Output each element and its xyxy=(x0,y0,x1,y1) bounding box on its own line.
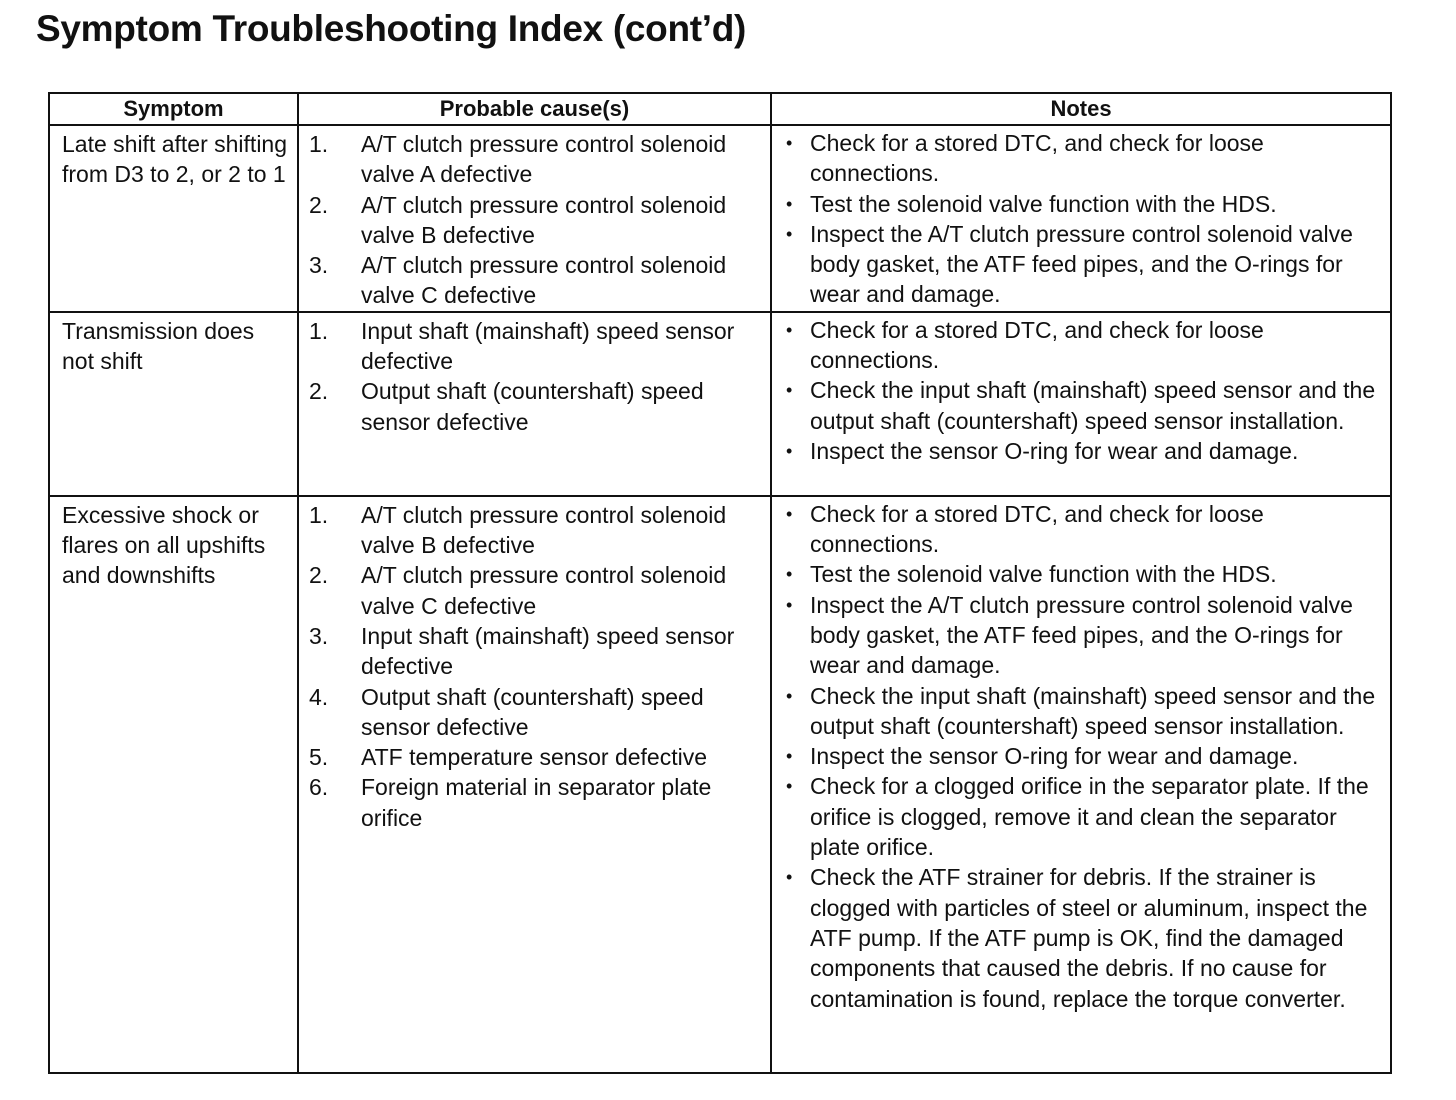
causes-list xyxy=(309,316,762,437)
cause-number: 6. xyxy=(309,774,329,801)
cause-number: 2. xyxy=(309,562,329,589)
note-item xyxy=(786,741,1384,771)
bullet-icon: • xyxy=(786,594,793,615)
bullet-icon: • xyxy=(786,380,793,401)
bullet-icon: • xyxy=(786,319,793,340)
bullet-icon: • xyxy=(786,440,793,461)
bullet-icon: • xyxy=(786,776,793,797)
note-text: Test the solenoid valve function with the HDS. xyxy=(810,190,1277,217)
notes-list xyxy=(786,315,1384,466)
note-text: Inspect the sensor O-ring for wear and damage. xyxy=(810,743,1299,770)
causes-cell xyxy=(298,125,771,312)
cause-number: 1. xyxy=(309,131,329,157)
cause-text: A/T clutch pressure control solenoid valve B defective xyxy=(361,501,727,559)
cause-item xyxy=(309,250,762,311)
cause-item xyxy=(309,621,762,682)
causes-list xyxy=(309,500,762,833)
symptom-cell: Excessive shock or flares on all upshifts and downshifts xyxy=(49,496,298,1073)
cause-item xyxy=(309,772,762,833)
cause-text: A/T clutch pressure control solenoid valve C defective xyxy=(361,562,727,619)
notes-list xyxy=(786,128,1384,310)
cause-item xyxy=(309,376,762,437)
note-item xyxy=(786,315,1384,376)
bullet-icon: • xyxy=(786,223,793,244)
note-text: Inspect the A/T clutch pressure control solenoid valve body gasket, the ATF feed pipes, and the O-rings for wear and damage. xyxy=(810,591,1353,679)
symptom-cell: Late shift after shifting from D3 to 2, or 2 to 1 xyxy=(49,125,298,312)
note-item xyxy=(786,559,1384,589)
note-text: Inspect the sensor O-ring for wear and damage. xyxy=(810,437,1299,464)
table-row xyxy=(49,125,1391,312)
note-text: Check for a stored DTC, and check for loose connections. xyxy=(810,316,1264,374)
cause-number: 1. xyxy=(309,501,329,528)
table-header-row xyxy=(49,93,1391,125)
bullet-icon: • xyxy=(786,503,793,524)
bullet-icon: • xyxy=(786,564,793,585)
bullet-icon: • xyxy=(786,685,793,706)
note-item xyxy=(786,436,1384,466)
causes-cell xyxy=(298,496,771,1073)
note-item xyxy=(786,375,1384,436)
note-text: Check for a stored DTC, and check for loose connections. xyxy=(810,130,1264,187)
symptom-cell: Transmission does not shift xyxy=(49,312,298,496)
cause-item xyxy=(309,682,762,743)
cause-text: Output shaft (countershaft) speed sensor defective xyxy=(361,378,704,435)
notes-cell xyxy=(771,496,1391,1073)
cause-text: Output shaft (countershaft) speed sensor defective xyxy=(361,683,704,740)
bullet-icon: • xyxy=(786,746,793,767)
note-item xyxy=(786,862,1384,1013)
bullet-icon: • xyxy=(786,193,793,214)
cause-item xyxy=(309,316,762,377)
cause-number: 3. xyxy=(309,622,329,649)
table-row xyxy=(49,496,1391,1073)
note-text: Check for a clogged orifice in the separator plate. If the orifice is clogged, remove it and clean the separator plate orifice. xyxy=(810,773,1369,861)
cause-text: A/T clutch pressure control solenoid valve A defective xyxy=(361,131,727,188)
causes-cell xyxy=(298,312,771,496)
bullet-icon: • xyxy=(786,133,793,153)
cause-text: ATF temperature sensor defective xyxy=(361,744,707,771)
cause-number: 5. xyxy=(309,744,329,771)
cause-number: 1. xyxy=(309,317,329,344)
notes-cell xyxy=(771,125,1391,312)
note-text: Check the input shaft (mainshaft) speed sensor and the output shaft (countershaft) speed sensor installation. xyxy=(810,377,1376,434)
note-item xyxy=(786,189,1384,219)
bullet-icon: • xyxy=(786,867,793,888)
cause-text: Input shaft (mainshaft) speed sensor defective xyxy=(361,317,735,375)
cause-item xyxy=(309,129,762,190)
note-item xyxy=(786,771,1384,862)
cause-item xyxy=(309,190,762,251)
column-header-symptom: Symptom xyxy=(49,93,298,125)
cause-item xyxy=(309,742,762,772)
note-text: Check the ATF strainer for debris. If the strainer is clogged with particles of steel or aluminum, inspect the ATF pump. If the ATF pump is OK, find the damaged components that caused the debris. If no cause for contamination is found, replace the torque converter. xyxy=(810,864,1368,1012)
column-header-notes: Notes xyxy=(771,93,1391,125)
cause-number: 3. xyxy=(309,252,329,279)
note-item xyxy=(786,590,1384,681)
note-text: Check the input shaft (mainshaft) speed sensor and the output shaft (countershaft) speed sensor installation. xyxy=(810,682,1376,739)
page-title: Symptom Troubleshooting Index (cont’d) xyxy=(36,8,747,49)
table-row xyxy=(49,312,1391,496)
cause-text: A/T clutch pressure control solenoid valve C defective xyxy=(361,252,727,309)
cause-number: 2. xyxy=(309,378,329,405)
note-item xyxy=(786,128,1384,189)
cause-item xyxy=(309,500,762,561)
causes-list xyxy=(309,129,762,311)
cause-text: Foreign material in separator plate orifice xyxy=(361,774,712,831)
cause-number: 2. xyxy=(309,191,329,218)
troubleshooting-table xyxy=(48,92,1392,1074)
cause-number: 4. xyxy=(309,683,329,710)
notes-list xyxy=(786,499,1384,1014)
note-text: Check for a stored DTC, and check for loose connections. xyxy=(810,500,1264,558)
cause-text: A/T clutch pressure control solenoid valve B defective xyxy=(361,191,727,248)
note-item xyxy=(786,499,1384,560)
notes-cell xyxy=(771,312,1391,496)
cause-text: Input shaft (mainshaft) speed sensor defective xyxy=(361,622,735,680)
column-header-causes: Probable cause(s) xyxy=(298,93,771,125)
note-item xyxy=(786,681,1384,742)
note-item xyxy=(786,219,1384,310)
note-text: Inspect the A/T clutch pressure control solenoid valve body gasket, the ATF feed pipes, and the O-rings for wear and damage. xyxy=(810,220,1353,308)
cause-item xyxy=(309,560,762,621)
note-text: Test the solenoid valve function with the HDS. xyxy=(810,561,1277,588)
